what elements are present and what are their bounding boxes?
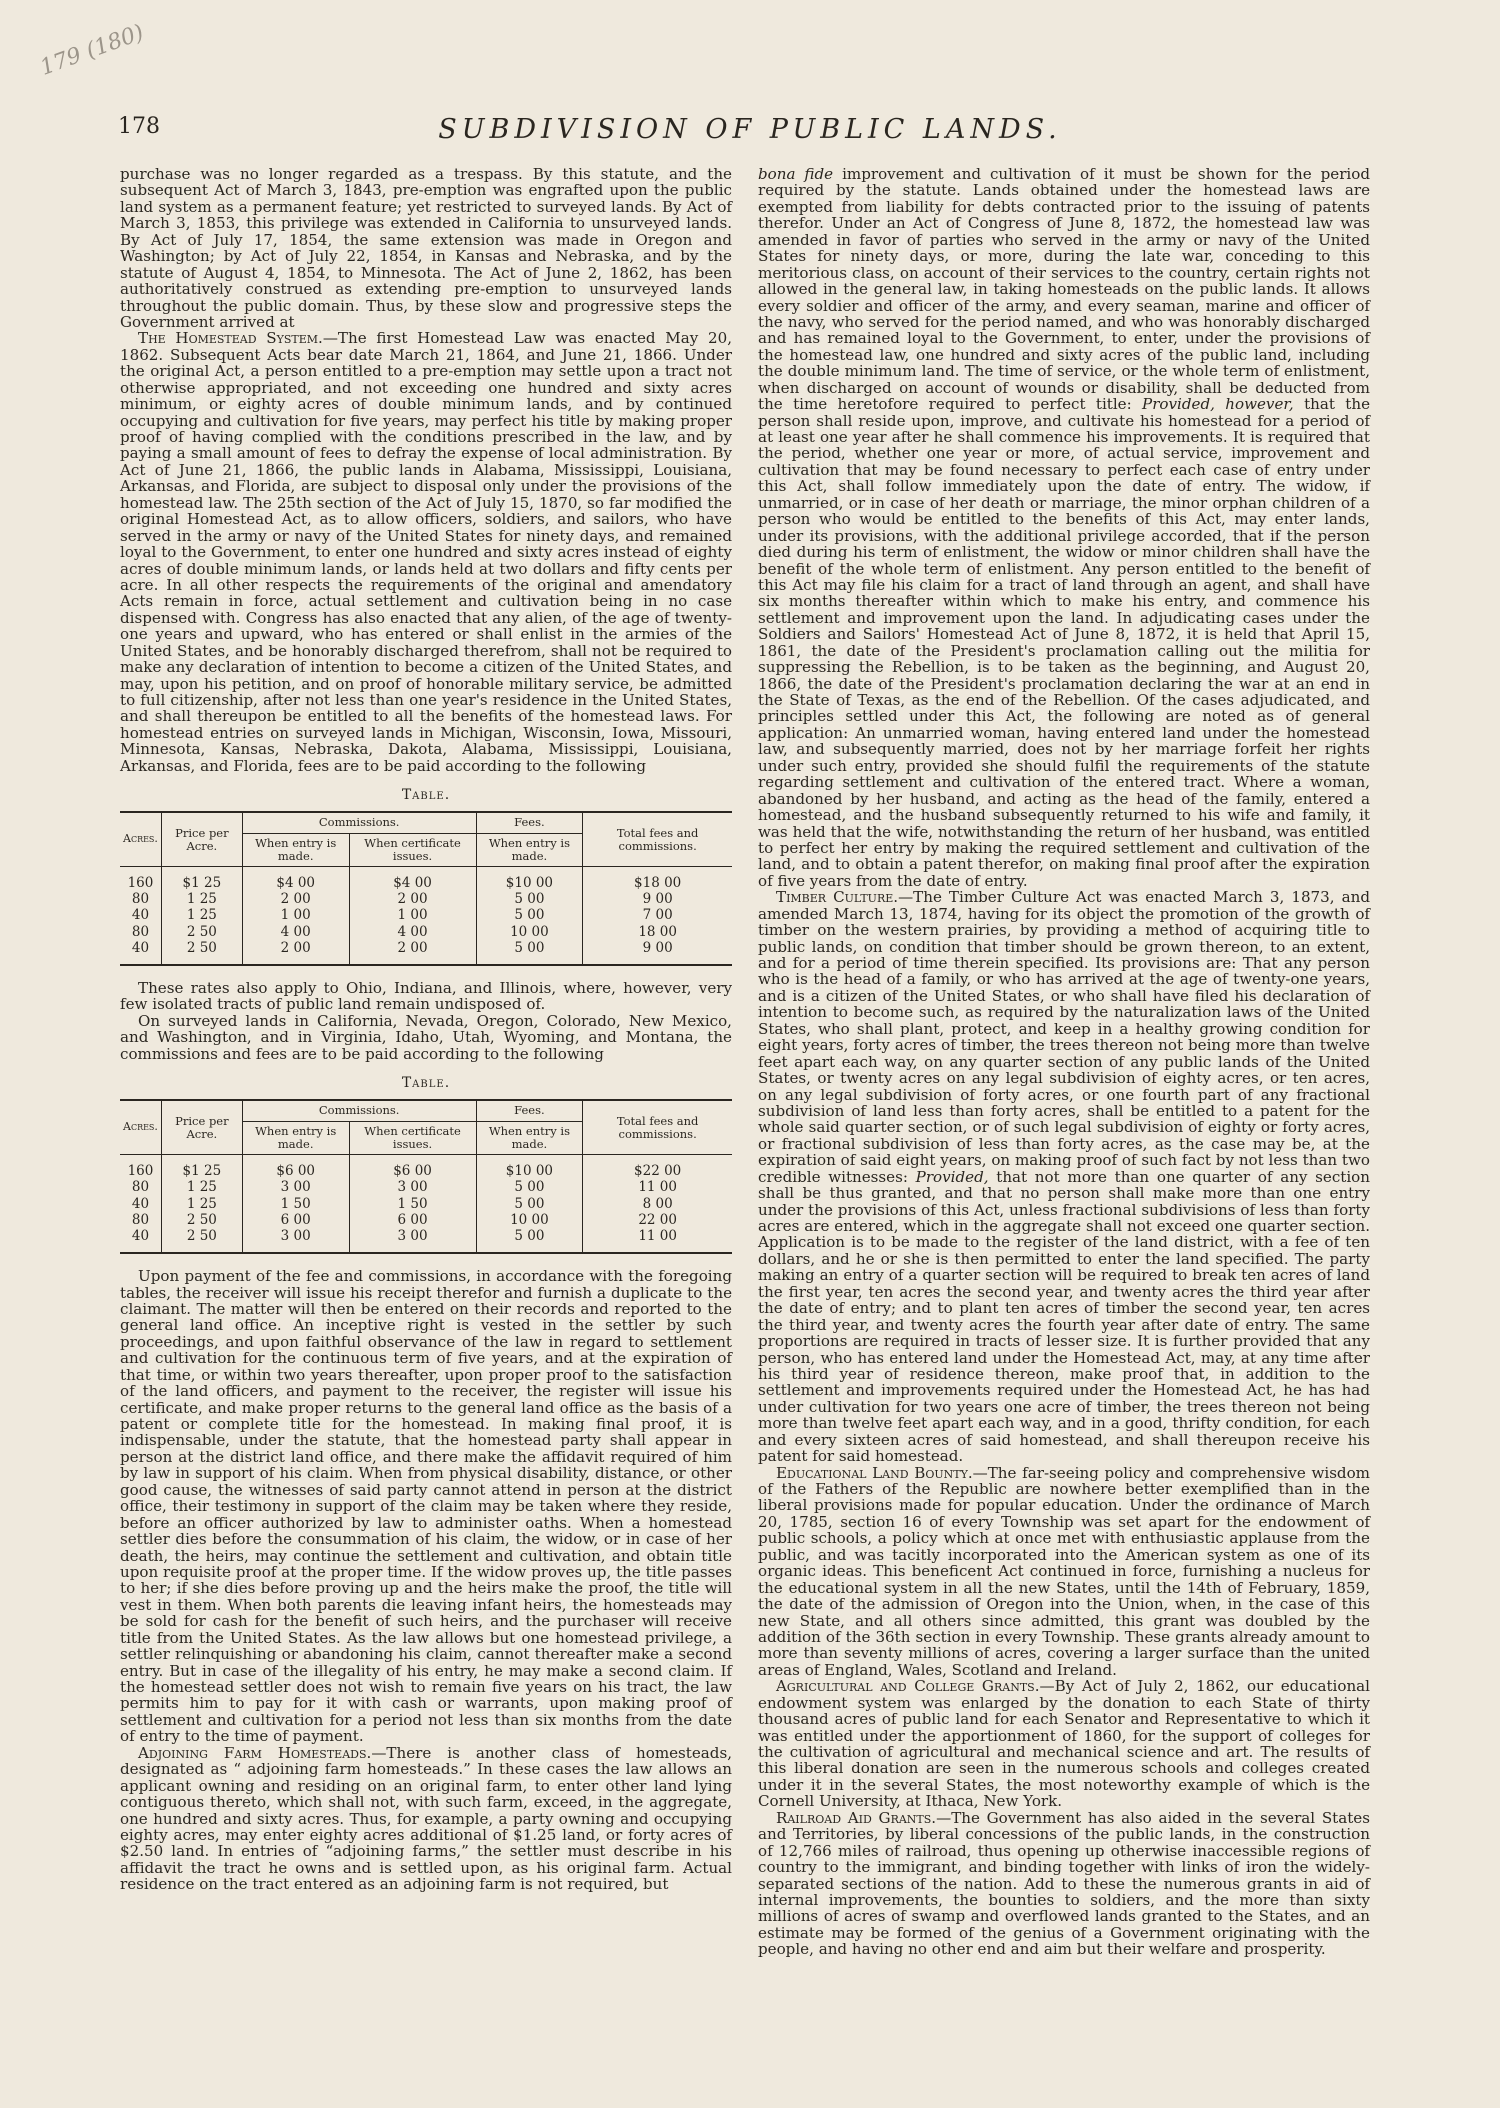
col-header-total: Total fees and commissions. [583, 1100, 732, 1154]
left-column [120, 166, 732, 1941]
paragraph-text: —The first Homestead Law was enacted May 20, 1862. Subsequent Acts bear date March 21, 1864, and June 21, 1866. Under the original Act, a person entitled to a pre-emption may settle upon a tract not otherwise appropriated, and not exceeding one hundred and sixty acres minimum, or eighty acres of double minimum lands, and by continued occupying and cultivation for five years, may perfect his title by making proper proof of having complied with the conditions prescribed in the law, and by paying a small amount of fees to defray the expense of local administration. By Act of June 21, 1866, the public lands in Alabama, Mississippi, Louisiana, Arkansas, and Florida, are subject to disposal only under the provisions of the homestead law. The 25th section of the Act of July 15, 1870, so far modified the original Homestead Act, as to allow officers, soldiers, and sailors, who have served in the army or navy of the United States for ninety days, and remained loyal to the Government, to enter one hundred and sixty acres instead of eighty acres of double minimum lands, or lands held at two dollars and fifty cents per acre. In all other respects the requirements of the original and amendatory Acts remain in force, actual settlement and cultivation being in no case dispensed with. Congress has also enacted that any alien, of the age of twenty-one years and upward, who has entered or shall enlist in the armies of the United States, and be honorably discharged therefrom, shall not be required to make any declaration of intention to become a citizen of the United States, and may, upon his petition, and on proof of honorable military service, be admitted to full citizenship, after not less than one year's residence in the United States, and shall thereupon be entitled to all the benefits of the homestead laws. For homestead entries on surveyed lands in Michigan, Wisconsin, Iowa, Missouri, Minnesota, Kansas, Nebraska, Dakota, Alabama, Mississippi, Louisiana, Arkansas, and Florida, fees are to be paid according to the following [120, 329, 732, 775]
table-cell: $18 00 [583, 867, 732, 892]
table-cell: 80 [131, 1179, 150, 1196]
table-cell: 10 00 [476, 1212, 583, 1228]
table-caption: Table. [401, 1075, 451, 1092]
table-row [120, 867, 732, 892]
paragraph: On surveyed lands in California, Nevada, Oregon, Colorado, New Mexico, and Washington, and in Virginia, Idaho, Utah, Wyoming, and Montana, the commissions and fees are to be paid according to the following [120, 1011, 732, 1063]
paragraph-text: —The far-seeing policy and comprehensive wisdom of the Fathers of the Republic are nowhere better exemplified than in the liberal provisions made for popular education. Under the ordinance of March 20, 1785, section 16 of every Township was set apart for the endowment of public schools, a policy which at once met with enthusiastic applause from the public, and was tacitly incorporated into the American system as one of its organic ideas. This beneficent Act continued in force, furnishing a nucleus for the educational system in all the new States, until the 14th of February, 1859, the date of the admission of Oregon into the Union, when, in the case of this new State, and all others since admitted, this grant was doubled by the addition of the 36th section in every Township. These grants already amount to more than seventy millions of acres, covering a larger surface than the united areas of England, Wales, Scotland and Ireland. [758, 1463, 1370, 1679]
paragraph-text: that the person shall reside upon, improve, and cultivate his homestead for a period of at least one year after he shall commence his improvements. It is required that the period, whether one year or more, of actual service, improvement and cultivation that may be found necessary to perfect each case of entry under this Act, shall follow immediately upon the date of entry. The widow, if unmarried, or in case of her death or marriage, the minor orphan children of a person who would be entitled to the benefits of this Act, may enter lands, under its provisions, with the additional privilege accorded, that if the person died during his term of enlistment, the widow or minor children shall have the benefit of the whole term of enlistment. Any person entitled to the benefit of this Act may file his claim for a tract of land through an agent, and shall have six months thereafter within which to make his entry, and commence his settlement and improvement upon the land. In adjudicating cases under the Soldiers and Sailors' Homestead Act of June 8, 1872, it is held that April 15, 1861, the date of the President's proclamation calling out the militia for suppressing the Rebellion, is to be taken as the beginning, and August 20, 1866, the date of the President's proclamation declaring the war at an end in the State of Texas, as the end of the Rebellion. Of the cases adjudicated, and principles settled under this Act, the following are noted as of general application: An unmarried woman, having entered land under the homestead law, and subsequently married, does not by her marriage forfeit her rights under such entry, provided she should fulfil the requirements of the statute regarding settlement and cultivation of the entered tract. Where a woman, abandoned by her husband, and acting as the head of the family, entered a homestead, and the husband subsequently returned to his wife and family, it was held that the wife, notwithstanding the return of her husband, was entitled to perfect her entry by making the required settlement and cultivation of the land, and to obtain a patent therefor, on making final proof after the expiration of five years from the date of entry. [758, 395, 1370, 890]
table-cell: 80 [131, 1211, 150, 1228]
table-row [120, 924, 732, 940]
paragraph [120, 1745, 732, 1893]
table-cell: 3 00 [242, 1228, 349, 1253]
italic-phrase: Provided, [915, 1167, 989, 1186]
table-cell: 40 [131, 1195, 150, 1212]
table-cell: 1 00 [349, 907, 476, 923]
table-cell: 5 00 [476, 1228, 583, 1253]
table-cell: 5 00 [476, 907, 583, 923]
table-cell: 40 [131, 1227, 150, 1244]
paragraph [758, 166, 1370, 889]
section-heading: Timber Culture. [776, 888, 899, 907]
table-cell: $10 00 [476, 867, 583, 892]
paragraph [758, 1678, 1370, 1810]
table-cell: 80 [131, 923, 150, 940]
paragraph-text: —The Government has also aided in the several States and Territories, by liberal concessions of the public lands, in the construction of 12,766 miles of railroad, thus opening up otherwise inaccessible regions of country to the immigrant, and binding together with links of iron the widely-separated sections of the nation. Add to these the numerous grants in aid of internal improvements, the bounties to soldiers, and the more than sixty millions of acres of swamp and overflowed lands granted to the States, and an estimate may be formed of the genius of a Government originating with the people, and having no other end and aim but their welfare and prosperity. [758, 1808, 1370, 1959]
paragraph: These rates also apply to Ohio, Indiana, and Illinois, where, however, very few isolated tracts of public land remain undisposed of. [120, 979, 732, 1014]
table-cell: 40 [131, 907, 150, 924]
section-heading: Railroad Aid Grants. [776, 1808, 937, 1827]
paragraph-text: —The Timber Culture Act was enacted March 3, 1873, and amended March 13, 1874, having for its object the promotion of the growth of timber on the western prairies, by providing a method of acquiring title to public lands, on condition that timber should be grown thereon, to an extent, and for a period of time therein specified. Its provisions are: That any person who is the head of a family, or who has arrived at the age of twenty-one years, and is a citizen of the United States, or who shall have filed his declaration of intention to become such, as required by the naturalization laws of the United States, who shall plant, protect, and keep in a healthy growing condition for eight years, forty acres of timber, the trees thereon not being more than twelve feet apart each way, on any quarter section of any public lands of the United States, or twenty acres on any legal subdivision of eighty acres, or ten acres, on any legal subdivision of forty acres, or one fourth part of any fractional subdivision of land less than forty acres, shall be entitled to a patent for the whole said quarter section, or of such legal subdivision of eighty or forty acres, or fractional subdivision of less than forty acres, as the case may be, at the expiration of said eight years, on making proof of such fact by not less than two credible witnesses: [758, 888, 1370, 1186]
col-header-fee-when-entry: When entry is made. [476, 1121, 583, 1154]
pencil-annotation: 179 (180) [36, 20, 148, 81]
italic-phrase: bona fide [758, 165, 834, 183]
table-cell: 5 00 [476, 891, 583, 907]
table-row [120, 940, 732, 965]
table-cell: 1 50 [349, 1196, 476, 1212]
paragraph-text: —There is another class of homesteads, designated as “ adjoining farm homesteads.” In these cases the law allows an applicant owning and residing on an original farm, to enter other land lying contiguous thereto, which shall not, with such farm, exceed, in the aggregate, one hundred and sixty acres. Thus, for example, a party owning and occupying eighty acres, may enter eighty acres additional of $1.25 land, or forty acres of $2.50 land. In entries of “adjoining farms,” the settler must describe in his affidavit the tract he owns and is settled upon, as his original farm. Actual residence on the tract entered as an adjoining farm is not required, but [120, 1743, 733, 1894]
table-cell: 5 00 [476, 940, 583, 965]
table-cell: 5 00 [476, 1179, 583, 1195]
table-cell: 3 00 [242, 1179, 349, 1195]
table-cell: 160 [127, 1163, 154, 1180]
table-cell: $22 00 [583, 1155, 732, 1180]
paragraph [758, 889, 1370, 1464]
fees-table [120, 811, 732, 966]
table-cell: 2 50 [161, 1212, 242, 1228]
col-header-price: Price per Acre. [161, 1100, 242, 1154]
table-cell: 5 00 [476, 1196, 583, 1212]
table-cell: 11 00 [583, 1228, 732, 1253]
table-cell: 2 00 [349, 891, 476, 907]
table-cell: $1 25 [161, 1155, 242, 1180]
table-caption: Table. [401, 787, 451, 804]
paragraph: Upon payment of the fee and commissions, in accordance with the foregoing tables, the receiver will issue his receipt therefor and furnish a duplicate to the claimant. The matter will then be entered on their records and reported to the general land office. An inceptive right is vested in the settler by such proceedings, and upon faithful observance of the law in regard to settlement and cultivation for the continuous term of five years, and at the expiration of that time, or within two years thereafter, upon proper proof to the satisfaction of the land officers, and payment to the receiver, the register will issue his certificate, and make proper returns to the general land office as the basis of a patent or complete title for the homestead. In making final proof, it is indispensable, under the statute, that the homestead party shall appear in person at the district land office, and there make the affidavit required of him by law in support of his claim. When from physical disability, distance, or other good cause, the witnesses of said party cannot attend in person at the district office, their testimony in support of the claim may be taken where they reside, before an officer authorized by law to administer oaths. When a homestead settler dies before the consummation of his claim, the widow, or in case of her death, the heirs, may continue the settlement and cultivation, and obtain title upon requisite proof at the proper time. If the widow proves up, the title passes to her; if she dies before proving up and the heirs make the proof, the title will vest in them. When both parents die leaving infant heirs, the homesteads may be sold for cash for the benefit of such heirs, and the purchaser will receive title from the United States. As the law allows but one homestead privilege, a settler relinquishing or abandoning his claim, cannot thereafter make a second entry. But in case of the illegality of his entry, he may make a second claim. If the homestead settler does not wish to remain five years on his tract, the law permits him to pay for it with cash or warrants, upon making proof of settlement and cultivation for a period not less than six months from the date of entry to the time of payment. [120, 1267, 732, 1746]
paragraph-text: —By Act of July 2, 1862, our educational endowment system was enlarged by the donation to each State of thirty thousand acres of public land for each Senator and Representative to which it was entitled under the apportionment of 1860, for the support of colleges for the cultivation of agricultural and mechanical science and art. The results of this liberal donation are seen in the numerous schools and colleges created under it in the several States, the most noteworthy example of which is the Cornell University, at Ithaca, New York. [758, 1677, 1370, 1811]
table-cell: $6 00 [242, 1155, 349, 1180]
table-cell: 6 00 [242, 1212, 349, 1228]
italic-phrase: Provided, however, [1142, 395, 1294, 414]
table-cell: 11 00 [583, 1179, 732, 1195]
table-cell: 1 25 [161, 1196, 242, 1212]
table-cell: 1 25 [161, 891, 242, 907]
table-cell: 80 [131, 891, 150, 908]
table-cell: 2 50 [161, 924, 242, 940]
section-heading: Adjoining Farm Homesteads. [138, 1743, 372, 1762]
table-cell: 2 00 [349, 940, 476, 965]
paragraph [758, 1810, 1370, 1958]
table-row [120, 891, 732, 907]
table-cell: 10 00 [476, 924, 583, 940]
col-header-price: Price per Acre. [161, 812, 242, 866]
table-cell: 2 50 [161, 940, 242, 965]
right-column [758, 165, 1370, 1959]
table-cell: 3 00 [349, 1179, 476, 1195]
col-header-total: Total fees and commissions. [583, 812, 732, 866]
table-cell: 1 25 [161, 907, 242, 923]
table-cell: 1 50 [242, 1196, 349, 1212]
table-cell: 2 00 [242, 940, 349, 965]
table-row [120, 907, 732, 923]
table-cell: 18 00 [583, 924, 732, 940]
table-cell: 40 [131, 939, 150, 956]
col-header-commissions: Commissions. [242, 1100, 476, 1121]
table-cell: 160 [127, 875, 154, 892]
table-cell: $4 00 [349, 867, 476, 892]
col-header-acres: Acres. [120, 1100, 161, 1154]
paragraph [120, 330, 732, 774]
section-heading: The Homestead System. [138, 329, 323, 348]
table-cell: 2 50 [161, 1228, 242, 1253]
paragraph: purchase was no longer regarded as a trespass. By this statute, and the subsequent Act of March 3, 1843, pre-emption was engrafted upon the public land system as a permanent feature; yet restricted to surveyed lands. By Act of March 3, 1853, this privilege was extended in California to unsurveyed lands. By Act of July 17, 1854, the same extension was made in Oregon and Washington; by Act of July 22, 1854, in Kansas and Nebraska, and by the statute of August 4, 1854, to Minnesota. The Act of June 2, 1862, has been authoritatively construed as extending pre-emption to unsurveyed lands throughout the public domain. Thus, by these slow and progressive steps the Government arrived at [120, 165, 732, 331]
col-header-fee-when-entry: When entry is made. [476, 833, 583, 866]
table-cell: 22 00 [583, 1212, 732, 1228]
table-cell: 4 00 [242, 924, 349, 940]
col-header-fees: Fees. [476, 1100, 583, 1121]
table-cell: $10 00 [476, 1155, 583, 1180]
col-header-acres: Acres. [120, 812, 161, 866]
col-header-commissions: Commissions. [242, 812, 476, 833]
col-header-when-certificate: When certificate issues. [349, 1121, 476, 1154]
section-heading: Educational Land Bounty. [776, 1463, 973, 1482]
table-cell: 3 00 [349, 1228, 476, 1253]
table-cell: 1 00 [242, 907, 349, 923]
table-cell: 9 00 [583, 891, 732, 907]
paragraph-text: improvement and cultivation of it must be shown for the period required by the statute. Lands obtained under the homestead laws are exempted from liability for debts contracted prior to the issuing of patents therefor. Under an Act of Congress of June 8, 1872, the homestead law was amended in favor of parties who served in the army or navy of the United States for ninety days, or more, during the late war, conceding to this meritorious class, on account of their services to the country, certain rights not allowed in the general law, in taking homesteads on the public lands. It allows every soldier and officer of the army, and every seaman, marine and officer of the navy, who served for the period named, and who was honorably discharged and has remained loyal to the Government, to enter, under the provisions of the homestead law, one hundred and sixty acres of the public land, including the double minimum land. The time of service, or the whole term of enlistment, when discharged on account of wounds or disability, shall be deducted from the time heretofore required to perfect title: [758, 165, 1370, 414]
table-cell: $1 25 [161, 867, 242, 892]
table-cell: $6 00 [349, 1155, 476, 1180]
table-cell: 1 25 [161, 1179, 242, 1195]
table-cell: 7 00 [583, 907, 732, 923]
section-heading: Agricultural and College Grants. [776, 1677, 1040, 1696]
table-cell: 2 00 [242, 891, 349, 907]
running-head: SUBDIVISION OF PUBLIC LANDS. [438, 114, 1062, 145]
fees-table [120, 1099, 732, 1254]
table-row [120, 1179, 732, 1195]
page-number: 178 [118, 114, 160, 139]
paragraph-text: that not more than one quarter of any section shall be thus granted, and that no person shall make more than one entry under the provisions of this Act, unless fractional subdivisions of less than forty acres are entered, which in the aggregate shall not exceed one quarter section. Application is to be made to the register of the land district, with a fee of ten dollars, and he or she is then permitted to enter the land specified. The party making an entry of a quarter section will be required to break ten acres of land the first year, ten acres the second year, and twenty acres the third year after the date of entry; and to plant ten acres of timber the second year, ten acres the third year, and twenty acres the fourth year after date of entry. The same proportions are required in tracts of lesser size. It is further provided that any person, who has entered land under the Homestead Act, may, at any time after his third year of residence thereon, make proof that, in addition to the settlement and improvements required under the Homestead Act, he has had under cultivation for two years one acre of timber, the trees thereon not being more than twelve feet apart each way, and in a good, thrifty condition, for each and every sixteen acres of said homestead, and shall thereupon receive his patent for said homestead. [758, 1167, 1370, 1466]
paragraph [758, 1465, 1370, 1679]
col-header-when-certificate: When certificate issues. [349, 833, 476, 866]
table-row [120, 1228, 732, 1253]
table-cell: 6 00 [349, 1212, 476, 1228]
table-row [120, 1196, 732, 1212]
table-cell: 8 00 [583, 1196, 732, 1212]
table-row [120, 1212, 732, 1228]
table-cell: 4 00 [349, 924, 476, 940]
table-cell: 9 00 [583, 940, 732, 965]
col-header-when-entry: When entry is made. [242, 833, 349, 866]
col-header-when-entry: When entry is made. [242, 1121, 349, 1154]
table-cell: $4 00 [242, 867, 349, 892]
col-header-fees: Fees. [476, 812, 583, 833]
table-row [120, 1155, 732, 1180]
